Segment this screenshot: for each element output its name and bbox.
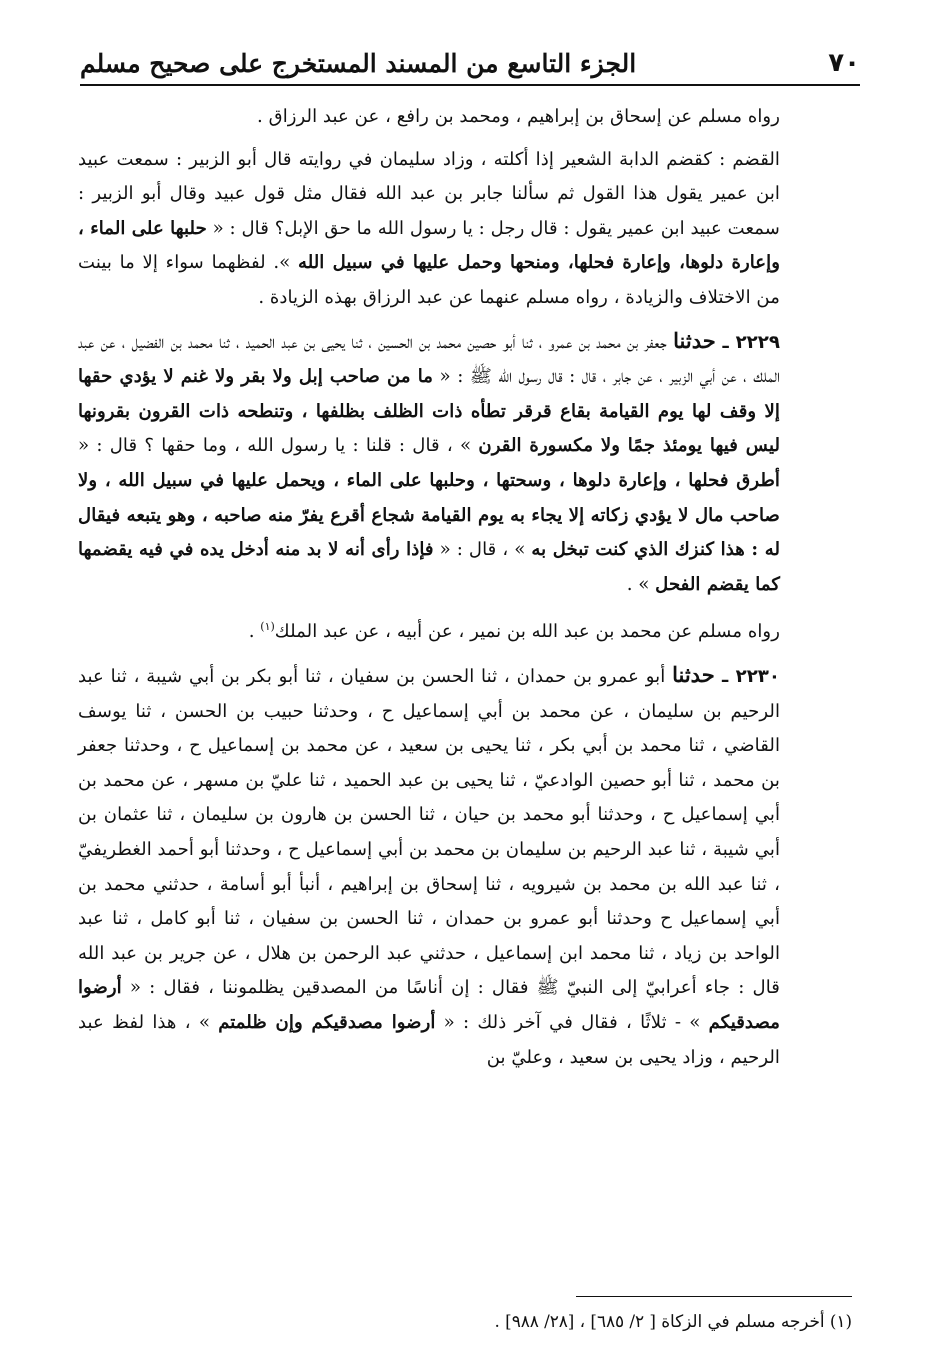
text-run: .: [248, 621, 261, 643]
text-run: » ، قال : «: [433, 539, 532, 561]
hadith-heading: حدثنا: [672, 661, 715, 687]
prophetic-text: حلبها على الماء ، وإعارة دلوها، وإعارة فحلها، ومنحها وحمل عليها في سبيل الله: [78, 217, 780, 274]
hadith-number: ٢٢٢٩ ـ: [715, 331, 780, 353]
footnote: (١) أخرجه مسلم في الزكاة [ ٢/ ٦٨٥] ، [٢٨/ ٩٨٨] .: [494, 1311, 852, 1331]
paragraph-riwaya-2: [78, 610, 852, 650]
running-title: الجزء التاسع من المسند المستخرج على صحيح مسلم: [80, 49, 637, 78]
text-run: » ، هذا لفظ عبد الرحيم ، وزاد يحيى بن سعيد ، وعليّ بن: [78, 1011, 780, 1068]
page-number: ٧٠: [828, 48, 860, 78]
hadith-heading: حدثنا: [673, 327, 716, 353]
main-text: [78, 100, 852, 1083]
text-run: » - ثلاثًا ، فقال في آخر ذلك : «: [435, 1011, 709, 1033]
prophetic-text: فإذا رأى أنه لا بد منه أدخل يده في فيه يقضمها كما يقضم الفحل: [78, 539, 780, 595]
hadith-number: ٢٢٣٠ ـ: [714, 665, 780, 687]
paragraph-hadith-2230: [78, 658, 852, 1075]
text-run: ». لفظهما سواء إلا ما بينت من الاختلاف والزيادة ، رواه مسلم عنهما عن عبد الرزاق بهذه الزيادة .: [78, 252, 780, 308]
paragraph-riwaya-1: رواه مسلم عن إسحاق بن إبراهيم ، ومحمد بن رافع ، عن عبد الرزاق .: [257, 106, 780, 127]
paragraph-qadam-explanation: [78, 143, 852, 316]
prophetic-text: أرضوا مصدقيكم: [78, 977, 780, 1033]
prophetic-text: ما من صاحب إبل ولا بقر ولا غنم لا يؤدي حقها إلا وقف لها يوم القيامة بقاع قرقر تطأه ذات الظلف بظلفها ، وتنطحه ذات القرون بقرونها ليس فيها يومئذ جمًا ولا مكسورة القرن: [78, 366, 780, 457]
text-run: رواه مسلم عن محمد بن عبد الله بن نمير ، عن أبيه ، عن عبد الملك: [274, 621, 780, 643]
prophetic-text: أرضوا مصدقيكم وإن ظلمتم: [218, 1011, 436, 1033]
text-run: أبو عمرو بن حمدان ، ثنا الحسن بن سفيان ، ثنا أبو بكر بن أبي شيبة ، ثنا عبد الرحيم بن سليمان ، عن محمد بن أبي إسماعيل ح ، وحدثنا حبيب بن الحسن ، ثنا يوسف القاضي ، ثنا محمد بن أبي بكر ، ثنا يحيى بن سعيد ، عن محمد بن إسماعيل ح ، وحدثنا جعفر بن محمد ، ثنا أبو حصين الوادعيّ ، ثنا يحيى بن عبد الحميد ، ثنا عليّ بن مسهر ، عن محمد بن أبي إسماعيل ح ، وحدثنا أبو محمد بن حيان ، ثنا الحسن بن هارون بن سليمان ، ثنا عثمان بن أبي شيبة ، ثنا عبد الرحيم بن سليمان بن محمد بن أبي إسماعيل ح ، وحدثنا أبو أحمد الغطريفيّ ، ثنا عبد الله بن محمد بن شيرويه ، ثنا إسحاق بن إبراهيم ، أنبأ أبو أسامة ، حدثني محمد بن أبي إسماعيل ح وحدثنا أبو عمرو بن حمدان ، ثنا الحسن بن سفيان ، ثنا أبو كامل ، ثنا عبد الواحد بن زياد ، ثنا محمد ابن إسماعيل ، حدثني عبد الرحمن بن هلال ، عن جرير بن عبد الله قال : جاء أعرابيّ إلى النبيّ ﷺ فقال : إن أناسًا من المصدقين يظلموننا ، فقال : «: [78, 665, 780, 999]
footnote-separator: [576, 1296, 852, 1297]
footnote-marker: (١): [260, 620, 275, 634]
running-header: [80, 30, 860, 86]
prophetic-text: أطرق فحلها ، وإعارة دلوها ، وسحتها ، وحلبها على الماء ، ويحمل عليها في سبيل الله ، ولا صاحب مال لا يؤدي زكاته إلا يجاء به يوم القيامة شجاع أقرع يفرّ منه صاحبه ، وهو يتبعه فيقال له : هذا كنزك الذي كنت تبخل به: [78, 469, 781, 561]
paragraph-hadith-2229: [78, 324, 852, 603]
text-run: جعفر بن محمد بن عمرو ، ثنا أبو حصين محمد بن الحسين ، ثنا يحيى بن عبد الحميد ، ثنا محمد بن الفضيل ، عن عبد الملك ، عن أبي الزبير ، عن جابر ، قال : قال رسول الله ﷺ : «: [78, 331, 780, 388]
text-run: القضم : كقضم الدابة الشعير إذا أكلته ، وزاد سليمان في روايته قال أبو الزبير : سمعت عبيد ابن عمير يقول هذا القول ثم سألنا جابر بن عبد الله فقال مثل قول عبيد وقال أبو الزبير : سمعت عبيد ابن عمير يقول : قال رجل : يا رسول الله ما حق الإبل؟ قال : «: [78, 148, 781, 239]
text-run: » .: [626, 573, 656, 595]
text-run: » ، قال : قلنا : يا رسول الله ، وما حقها ؟ قال : «: [78, 435, 479, 457]
